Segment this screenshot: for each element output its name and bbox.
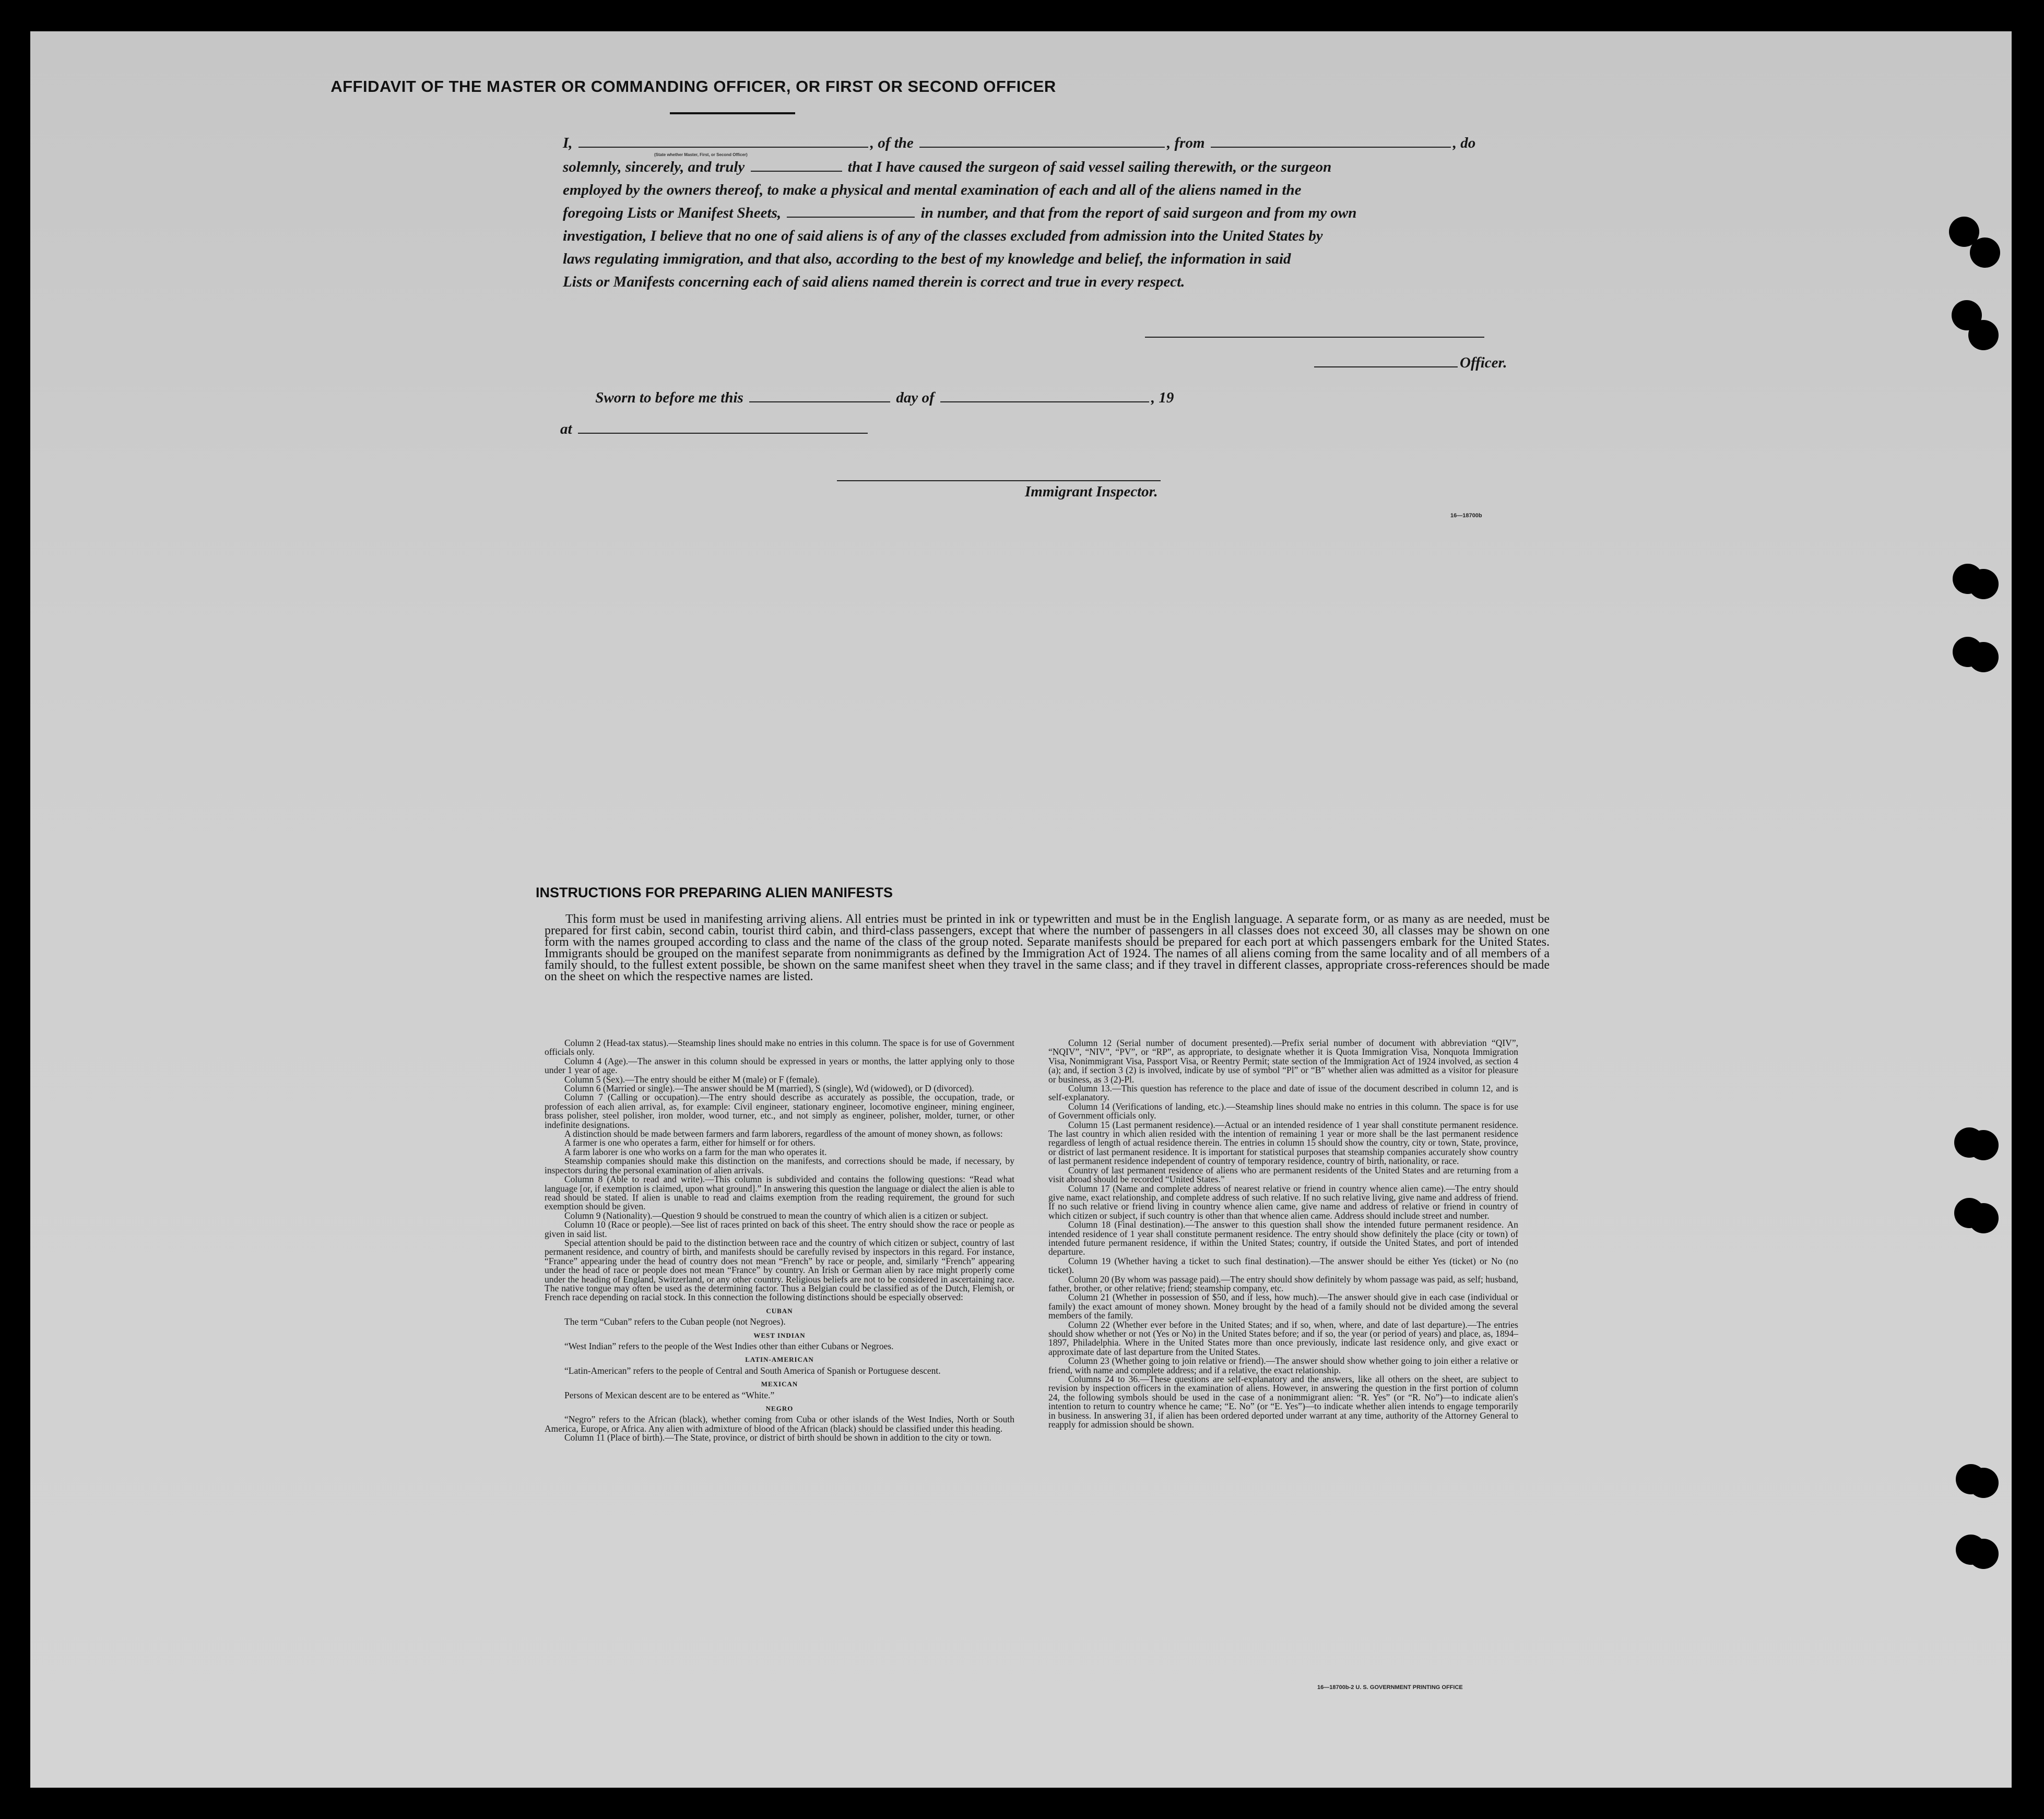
instruction-paragraph: Column 7 (Calling or occupation).—The entry should describe as accurately as possible, the occupation, trade, or profession of each alien arrival, as, for example: Civil engineer, stationary engineer, locomotive engineer, mining engineer, brass polisher, steel polisher, iron molder, wood turner, etc., and not simply as engineer, polisher, molder, turner, or other indefinite designations. xyxy=(545,1092,1014,1130)
officer-signature-field[interactable] xyxy=(1314,366,1458,367)
at-label: at xyxy=(560,421,572,437)
form-code: 16—18700b xyxy=(1450,513,1482,519)
instruction-paragraph: “Latin-American” refers to the people of Central and South America of Spanish or Portuguese descent. xyxy=(564,1365,941,1376)
instruction-paragraph: Column 23 (Whether going to join relative or friend).—The answer should show whether going to join either a relative or friend, with name and complete address; and if a relative, the exact relationship. xyxy=(1048,1356,1518,1375)
affidavit-line-3: employed by the owners thereof, to make a physical and mental examination of each and all of the aliens named in the xyxy=(563,182,1302,198)
affidavit-line-7: Lists or Manifests concerning each of said aliens named therein is correct and true in every respect. xyxy=(563,274,1185,290)
instructions-title: INSTRUCTIONS FOR PREPARING ALIEN MANIFESTS xyxy=(535,885,893,900)
instruction-paragraph: Steamship companies should make this distinction on the manifests, and corrections should be made, if necessary, by inspectors during the personal examination of alien arrivals. xyxy=(545,1156,1014,1175)
title-underline xyxy=(670,112,795,114)
sworn-month-field[interactable] xyxy=(940,401,1149,402)
instruction-paragraph: Column 14 (Verifications of landing, etc.).—Steamship lines should make no entries in this column. The space is for use of Government officials only. xyxy=(1048,1101,1518,1121)
instruction-paragraph: Column 10 (Race or people).—See list of races printed on back of this sheet. The entry should show the race or people as given in said list. xyxy=(545,1219,1014,1239)
from-port-field[interactable] xyxy=(1211,146,1451,148)
officer-rank-field[interactable] xyxy=(578,146,868,148)
oath-field[interactable] xyxy=(751,170,842,172)
affidavit-text: in number, and that from the report of said surgeon and from my own xyxy=(920,205,1357,221)
instruction-paragraph: Column 9 (Nationality).—Question 9 should be construed to mean the country of which alien is a citizen or subject. xyxy=(564,1210,988,1221)
instruction-paragraph: Country of last permanent residence of aliens who are permanent residents of the United States and are returning from a visit abroad should be recorded “United States.” xyxy=(1048,1164,1518,1185)
instruction-paragraph: “Negro” refers to the African (black), whether coming from Cuba or other islands of the West Indies, North or South America, Europe, or Africa. Any alien with admixture of blood of the African (black) should be classified under this heading. xyxy=(545,1414,1014,1434)
binder-hole xyxy=(1970,237,2000,268)
affidavit-of-label: , of the xyxy=(870,135,914,151)
binder-hole xyxy=(1968,569,1999,599)
printing-office-footer: 16—18700b-2 U. S. GOVERNMENT PRINTING OFFICE xyxy=(1317,1684,1463,1691)
section-heading: NEGRO xyxy=(765,1405,794,1413)
instruction-paragraph: Column 6 (Married or single).—The answer should be M (married), S (single), Wd (widowed), or D (divorced). xyxy=(564,1083,974,1094)
affidavit-i-label: I, xyxy=(563,135,573,151)
inspector-label: Immigrant Inspector. xyxy=(1025,483,1158,500)
instruction-paragraph: Column 17 (Name and complete address of nearest relative or friend in country whence alien came).—The entry should give name, exact relationship, and complete address of such relative. If no such relative living, give name and address of friend. If no such relative or friend living in country whence alien came, give name and address of relative or friend in country of which citizen or subject, if such country is other than that whence alien came. Address should include street and number. xyxy=(1048,1183,1518,1221)
binder-hole xyxy=(1968,642,1999,672)
affidavit-text: that I have caused the surgeon of said vessel sailing therewith, or the surgeon xyxy=(847,159,1332,175)
affidavit-from-label: , from xyxy=(1167,135,1205,151)
instruction-paragraph: Column 22 (Whether ever before in the United States; and if so, when, where, and date of last departure).—The entries should show whether or not (Yes or No) in the United States before; and if so, the year (or period of years) and place, as, 1894–1897, Philadelphia. Where in the United States more than once previously, indicate last residence only, and give exact or approximate date of last departure from the United States. xyxy=(1048,1319,1518,1357)
instruction-paragraph: “West Indian” refers to the people of the West Indies other than either Cubans or Negroes. xyxy=(564,1341,894,1351)
instruction-paragraph: A farmer is one who operates a farm, either for himself or for others. xyxy=(564,1137,816,1148)
section-heading: CUBAN xyxy=(766,1306,793,1315)
affidavit-text: solemnly, sincerely, and truly xyxy=(563,159,745,175)
instruction-paragraph: Column 18 (Final destination).—The answer to this question shall show the intended future permanent residence. An intended residence of 1 year shall constitute permanent residence. The entry should show definitely the place (city or town) of intended future permanent residence, if within the United States; country, if outside the United States, and port of intended departure. xyxy=(1048,1219,1518,1257)
instruction-paragraph: Column 21 (Whether in possession of $50, and if less, how much).—The answer should give in each case (individual or family) the exact amount of money shown. Money brought by the head of a family should not be divided among the several members of the family. xyxy=(1048,1292,1518,1321)
binder-hole xyxy=(1968,1468,1999,1498)
instructions-left-column xyxy=(545,1039,1014,1443)
instruction-paragraph: Column 19 (Whether having a ticket to such final destination).—The answer should be either Yes (ticket) or No (no ticket). xyxy=(1048,1255,1518,1276)
instruction-paragraph: Persons of Mexican descent are to be entered as “White.” xyxy=(564,1389,775,1400)
section-heading: WEST INDIAN xyxy=(753,1331,806,1339)
instruction-paragraph: The term “Cuban” refers to the Cuban people (not Negroes). xyxy=(564,1316,786,1327)
instruction-paragraph: Column 11 (Place of birth).—The State, province, or district of birth should be shown in addition to the city or town. xyxy=(564,1432,991,1443)
manifest-sheet xyxy=(30,31,2012,1788)
at-place-field[interactable] xyxy=(578,432,868,434)
binder-hole xyxy=(1968,320,1999,350)
sworn-label: Sworn to before me this xyxy=(595,389,743,406)
binder-hole xyxy=(1968,1539,1999,1569)
instruction-paragraph: Column 4 (Age).—The answer in this column should be expressed in years or months, the latter applying only to those under 1 year of age. xyxy=(545,1055,1014,1076)
instruction-paragraph: A farm laborer is one who works on a farm for the man who operates it. xyxy=(564,1146,827,1157)
sworn-day-field[interactable] xyxy=(749,401,890,402)
instruction-paragraph: Column 15 (Last permanent residence).—Actual or an intended residence of 1 year shall constitute permanent residence. The last country in which alien resided with the intention of remaining 1 year or more shall be the last permanent residence regardless of length of actual residence therein. The entries in column 15 should show the country, city or town, State, province, or district of last permanent residence. It is important for statistical purposes that steamship companies accurately show country of last permanent residence independent of country of temporary residence, country of birth, nationality, or race. xyxy=(1048,1119,1518,1167)
year-label: , 19 xyxy=(1151,389,1174,406)
instruction-paragraph: Column 5 (Sex).—The entry should be either M (male) or F (female). xyxy=(564,1074,820,1085)
sheet-count-field[interactable] xyxy=(787,216,915,218)
officer-signature-line[interactable] xyxy=(1145,337,1484,338)
instructions-right-column xyxy=(1048,1039,1518,1429)
affidavit-line-6: laws regulating immigration, and that also, according to the best of my knowledge and belief, the information in said xyxy=(563,251,1291,267)
instructions-intro: This form must be used in manifesting arriving aliens. All entries must be printed in ink or typewritten and must be in the English language. A separate form, or as many as are needed, must be prepared for first cabin, second cabin, tourist third cabin, and third-class passengers, except that where the number of passengers in all classes does not exceed 30, all classes may be shown on one form with the names grouped according to class and the name of the class of the group noted. Separate manifests should be prepared for each port at which passengers embark for the United States. Immigrants should be grouped on the manifest separate from nonimmigrants as defined by the Immigration Act of 1924. The names of all aliens coming from the same locality and of all members of a family should, to the fullest extent possible, be shown on the same manifest sheet when they travel in the same class; and if they travel in different classes, appropriate cross-references should be made on the sheet on which the respective names are listed. xyxy=(545,912,1550,983)
binder-hole xyxy=(1968,1130,1999,1160)
sworn-row xyxy=(560,386,1174,409)
affidavit-title: AFFIDAVIT OF THE MASTER OR COMMANDING OFFICER, OR FIRST OR SECOND OFFICER xyxy=(330,77,1056,96)
section-heading: LATIN-AMERICAN xyxy=(745,1356,814,1364)
affidavit-do-label: , do xyxy=(1452,135,1476,151)
officer-row xyxy=(1312,351,1507,374)
vessel-field[interactable] xyxy=(919,146,1165,148)
affidavit-text: foregoing Lists or Manifest Sheets, xyxy=(563,205,782,221)
instruction-paragraph: Column 12 (Serial number of document presented).—Prefix serial number of document with abbreviation “QIV”, “NQIV”, “NIV”, “PV”, or “RP”, as appropriate, to designate whether it is Quota Immigration Visa, Nonquota Immigration Visa, Nonimmigrant Visa, Passport Visa, or Reentry Permit; state section of the Immigration Act of 1924 involved, as section 4 (a); and, if section 3 (2) is involved, indicate by use of symbol “Pl” or “B” whether alien was admitted as a visitor for pleasure or business, as 3 (2)-Pl. xyxy=(1048,1038,1518,1085)
instruction-paragraph: A distinction should be made between farmers and farm laborers, regardless of the amount of money shown, as follows: xyxy=(564,1128,1003,1139)
affidavit-line-2 xyxy=(563,156,1331,179)
affidavit-line-5: investigation, I believe that no one of said aliens is of any of the classes excluded from admission into the United States by xyxy=(563,228,1323,244)
at-row xyxy=(560,418,870,441)
instruction-paragraph: Special attention should be paid to the distinction between race and the country of which citizen or subject, country of last permanent residence, and country of birth, and manifests should be carefully revised by inspectors in this regard. For instance, “France” appearing under the head of country does not mean “French” by race or people, and, similarly “French” appearing under the head of race or people does not mean “France” by country. An Irish or German alien by race might properly come under the heading of England, Switzerland, or any other country. Religious beliefs are not to be considered in ascertaining race. The native tongue may often be used as the determining factor. Thus a Belgian could be classified as of the Dutch, Flemish, or French race depending on racial stock. In this connection the following distinctions should be especially observed: xyxy=(545,1237,1014,1303)
instruction-paragraph: Column 8 (Able to read and write).—This column is subdivided and contains the following questions: “Read what language [or, if exemption is claimed, upon what ground].” In answering this question the language or dialect the alien is able to read should be stated. If alien is unable to read and claims exemption from the reading requirement, the ground for such exemption should be given. xyxy=(545,1174,1014,1212)
instruction-paragraph: Column 20 (By whom was passage paid).—The entry should show definitely by whom passage was paid, as self; husband, father, brother, or other relative; friend; steamship company, etc. xyxy=(1048,1274,1518,1293)
day-of-label: day of xyxy=(896,389,935,406)
instruction-paragraph: Column 13.—This question has reference to the place and date of issue of the document described in column 12, and is self-explanatory. xyxy=(1048,1083,1518,1103)
binder-hole xyxy=(1968,1203,1999,1233)
section-heading: MEXICAN xyxy=(761,1380,798,1388)
officer-label: Officer. xyxy=(1460,354,1507,371)
affidavit-line-4 xyxy=(563,201,1356,224)
rank-note: (State whether Master, First, or Second Officer) xyxy=(654,152,748,157)
affidavit-line-1 xyxy=(563,132,1475,154)
instruction-paragraph: Columns 24 to 36.—These questions are self-explanatory and the answers, like all others on the sheet, are subject to revision by inspection officers in the examination of aliens. However, in answering the question in the first portion of column 24, the following symbols should be used in the case of a nonimmigrant alien: “R. Yes” (or “R. No”)—to indicate alien's intention to return to country whence he came; “E. No” (or “E. Yes”)—to indicate whether alien intends to engage temporarily in business. In answering 31, if alien has been ordered deported under warrant at any time, authority of the Attorney General to reapply for admission should be shown. xyxy=(1048,1374,1518,1430)
instruction-paragraph: Column 2 (Head-tax status).—Steamship lines should make no entries in this column. The space is for use of Government officials only. xyxy=(545,1038,1014,1057)
